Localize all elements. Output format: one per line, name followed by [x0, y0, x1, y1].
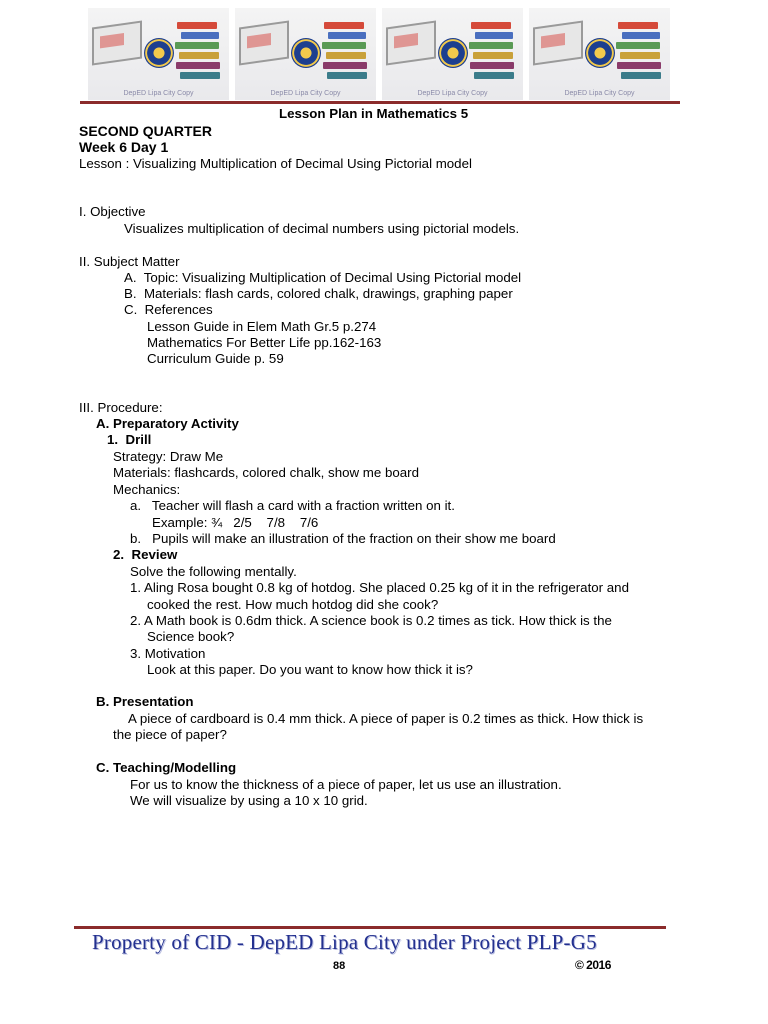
banner-panel — [382, 8, 523, 100]
banner-panel — [88, 8, 229, 100]
week-day-heading: Week 6 Day 1 — [79, 139, 169, 155]
review-question-1: 1. Aling Rosa bought 0.8 kg of hotdog. She placed 0.25 kg of it in the refrigerator and — [130, 580, 629, 595]
review-instruction: Solve the following mentally. — [130, 564, 297, 579]
banner-caption: DepED Lipa City Copy — [564, 90, 635, 97]
review-question-1-cont: cooked the rest. How much hotdog did she cook? — [147, 597, 439, 612]
presentation-heading: B. Presentation — [96, 694, 194, 709]
objective-heading: I. Objective — [79, 204, 146, 219]
teaching-modelling-heading: C. Teaching/Modelling — [96, 760, 237, 775]
deped-seal-icon — [585, 38, 615, 68]
books-stack-icon — [614, 12, 666, 92]
motivation-text: Look at this paper. Do you want to know how thick it is? — [147, 662, 473, 677]
preparatory-activity-heading: A. Preparatory Activity — [96, 416, 239, 431]
subject-materials: B. Materials: flash cards, colored chalk, drawings, graphing paper — [124, 286, 513, 301]
lesson-title: Lesson : Visualizing Multiplication of Decimal Using Pictorial model — [79, 156, 472, 171]
reference-item: Lesson Guide in Elem Math Gr.5 p.274 — [147, 319, 377, 334]
drill-heading: 1. Drill — [107, 432, 152, 447]
review-question-2-cont: Science book? — [147, 629, 235, 644]
header-banner — [88, 8, 670, 100]
subject-matter-heading: II. Subject Matter — [79, 254, 180, 269]
copyright-year: © 2016 — [575, 958, 611, 972]
books-stack-icon — [320, 12, 372, 92]
drill-mechanics: Mechanics: — [113, 482, 181, 497]
review-question-2: 2. A Math book is 0.6dm thick. A science book is 0.2 times as tick. How thick is the — [130, 613, 612, 628]
banner-panel — [529, 8, 670, 100]
teaching-text-2: We will visualize by using a 10 x 10 grid. — [130, 793, 368, 808]
books-stack-icon — [173, 12, 225, 92]
presentation-text-cont: the piece of paper? — [113, 727, 227, 742]
banner-caption: DepED Lipa City Copy — [123, 90, 194, 97]
document-title: Lesson Plan in Mathematics 5 — [279, 106, 469, 121]
books-stack-icon — [467, 12, 519, 92]
fraction-example: Example: ¾ 2/5 7/8 7/6 — [152, 515, 319, 530]
mechanics-item-a: a. Teacher will flash a card with a fraction written on it. — [130, 498, 455, 513]
banner-caption: DepED Lipa City Copy — [270, 90, 341, 97]
laptop-icon — [386, 20, 436, 65]
header-rule — [80, 101, 680, 104]
quarter-heading: SECOND QUARTER — [79, 123, 213, 139]
page-number: 88 — [333, 960, 346, 972]
objective-text: Visualizes multiplication of decimal numbers using pictorial models. — [124, 221, 520, 236]
property-footer: Property of CID - DepED Lipa City under Project PLP-G5 — [92, 930, 597, 954]
reference-item: Curriculum Guide p. 59 — [147, 351, 284, 366]
laptop-icon — [239, 20, 289, 65]
drill-materials: Materials: flashcards, colored chalk, show me board — [113, 465, 419, 480]
motivation-item: 3. Motivation — [130, 646, 206, 661]
laptop-icon — [92, 20, 142, 65]
footer-rule — [74, 926, 666, 929]
subject-references: C. References — [124, 302, 213, 317]
review-heading: 2. Review — [113, 547, 178, 562]
deped-seal-icon — [438, 38, 468, 68]
procedure-heading: III. Procedure: — [79, 400, 163, 415]
teaching-text-1: For us to know the thickness of a piece of paper, let us use an illustration. — [130, 777, 562, 792]
subject-topic: A. Topic: Visualizing Multiplication of Decimal Using Pictorial model — [124, 270, 522, 285]
laptop-icon — [533, 20, 583, 65]
reference-item: Mathematics For Better Life pp.162-163 — [147, 335, 382, 350]
banner-caption: DepED Lipa City Copy — [417, 90, 488, 97]
mechanics-item-b: b. Pupils will make an illustration of the fraction on their show me board — [130, 531, 556, 546]
presentation-text: A piece of cardboard is 0.4 mm thick. A piece of paper is 0.2 times as thick. How thick is — [128, 711, 644, 726]
deped-seal-icon — [144, 38, 174, 68]
drill-strategy: Strategy: Draw Me — [113, 449, 224, 464]
banner-panel — [235, 8, 376, 100]
deped-seal-icon — [291, 38, 321, 68]
